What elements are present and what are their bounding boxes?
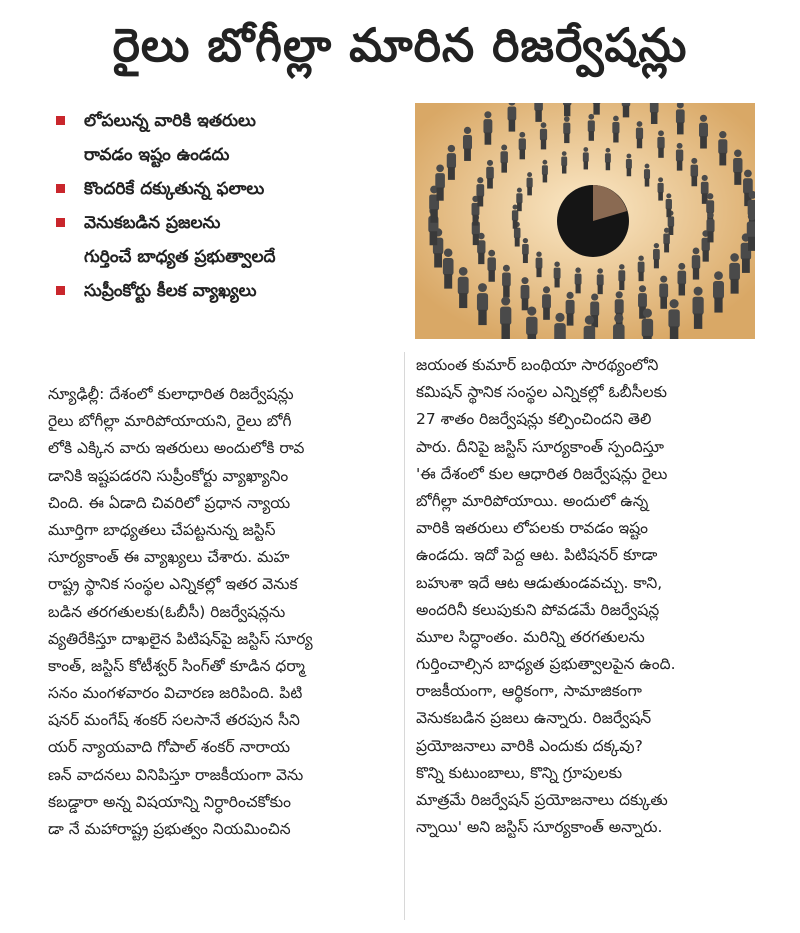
person-icon <box>713 271 724 312</box>
key-point <box>48 274 408 308</box>
person-icon <box>626 154 632 177</box>
person-icon <box>521 277 530 310</box>
article-line: అందరినీ కలుపుకుని పోవడమే రిజర్వేషన్ల <box>416 600 660 619</box>
person-icon <box>691 158 699 186</box>
person-icon <box>642 308 653 339</box>
article-line: సనం మంగళవారం విచారణ జరిపింది. పిటి <box>48 684 303 703</box>
article-line: చింది. ఈ ఏడాది చివరిలో ప్రధాన న్యాయ <box>48 493 291 512</box>
person-icon <box>597 268 604 294</box>
article-line: ఉండదు. ఇదో పెద్ద ఆట. పిటిషనర్ కూడా <box>416 546 658 565</box>
key-point <box>48 172 408 206</box>
person-icon <box>477 283 488 325</box>
person-icon <box>563 116 570 143</box>
person-icon <box>677 263 686 296</box>
person-icon <box>483 111 492 145</box>
person-icon <box>644 164 650 187</box>
article-line: పారు. దీనిపై జస్టిస్ సూర్యకాంత్ స్పందిస్తూ <box>416 437 664 456</box>
person-icon <box>542 160 548 183</box>
person-icon <box>536 251 543 277</box>
person-icon <box>718 131 727 165</box>
person-icon <box>612 116 619 143</box>
article-line: కాంత్, జస్టిస్ కోటీశ్వర్ సింగ్‌తో కూడిన ధర్మా <box>48 656 305 675</box>
person-icon <box>583 147 589 169</box>
bullet-square-icon <box>56 218 65 227</box>
article-line: 'ఈ దేశంలో కుల ఆధారిత రిజర్వేషన్లు రైలు <box>416 464 668 483</box>
person-icon <box>692 248 700 280</box>
article-line: బహుశా ఇదే ఆట ఆడుతుండవచ్చు. కాని, <box>416 573 663 592</box>
article-line: మూల సిద్ధాంతం. మరిన్ని తరగతులను <box>416 627 645 646</box>
person-icon <box>566 292 575 326</box>
person-icon <box>540 122 547 149</box>
person-icon <box>554 261 561 287</box>
article-line: కొన్ని కుటుంబాలు, కొన్ని గ్రూపులకు <box>416 763 623 782</box>
key-point-line: లోపలున్న వారికి ఇతరులు <box>84 111 256 131</box>
person-icon <box>502 265 511 298</box>
person-icon <box>554 313 566 339</box>
article-line: 27 శాతం రిజర్వేషన్లు కల్పించిందని తెలి <box>416 410 652 429</box>
person-icon <box>575 267 582 293</box>
article-line: బడిన తరగతులకు(ఓబీసీ) రిజర్వేషన్లను <box>48 602 286 621</box>
person-icon <box>516 188 522 212</box>
key-point <box>48 104 408 172</box>
crowd-pie-illustration <box>415 103 755 339</box>
person-icon <box>588 114 595 141</box>
person-icon <box>636 121 643 148</box>
key-points <box>48 104 408 308</box>
person-icon <box>476 177 484 206</box>
person-icon <box>663 228 670 253</box>
person-icon <box>522 238 529 263</box>
person-icon <box>653 243 660 268</box>
person-icon <box>650 103 659 124</box>
person-icon <box>435 164 445 200</box>
person-icon <box>592 103 600 115</box>
person-icon <box>584 315 596 339</box>
article-line: రైలు బోగీల్లా మారిపోయాయని, రైలు బోగీ <box>48 412 292 431</box>
article-line: మాత్రమే రిజర్వేషన్ ప్రయోజనాలు దక్కుతు <box>416 791 668 809</box>
person-icon <box>463 127 472 161</box>
key-point-line: సుప్రీంకోర్టు కీలక వ్యాఖ్యలు <box>84 281 257 301</box>
person-icon <box>447 145 456 180</box>
person-icon <box>666 193 672 217</box>
person-icon <box>729 253 740 293</box>
article-line: జయంత కుమార్ బంథియా సారథ్యంలోని <box>416 356 659 374</box>
key-point-line: రావడం ఇష్టం ఉండదు <box>84 145 230 165</box>
person-icon <box>676 143 683 171</box>
person-icon <box>613 314 625 339</box>
person-icon <box>443 248 454 288</box>
person-icon <box>668 299 679 339</box>
headline: రైలు బోగీల్లా మారిన రిజర్వేషన్లు <box>112 18 688 72</box>
person-icon <box>659 276 668 309</box>
article-line: ప్రయోజనాలు వారికి ఎందుకు దక్కవు? <box>416 736 643 755</box>
person-icon <box>622 103 631 117</box>
article-line: డా నే మహారాష్ట్ర ప్రభుత్వం నియమించిన <box>48 820 291 838</box>
article-line: షనర్ మంగేష్ శంకర్ సలసానే తరపున సీని <box>48 711 300 730</box>
article-column-left <box>48 381 396 843</box>
person-icon <box>542 286 551 320</box>
article-line: మూర్తిగా బాధ్యతలు చేపట్టనున్న జస్టిస్ <box>48 520 276 539</box>
person-icon <box>508 103 517 132</box>
article-line: వ్యతిరేకిస్తూ దాఖలైన పిటిషన్‌పై జస్టిస్ సూర్య <box>48 629 313 648</box>
person-icon <box>699 115 708 149</box>
person-icon <box>486 160 494 189</box>
person-icon <box>561 151 567 173</box>
person-icon <box>706 212 714 243</box>
article-line: సూర్యకాంత్ ఈ వ్యాఖ్యలు చేశారు. మహ <box>48 548 290 567</box>
person-icon <box>658 177 664 200</box>
person-icon <box>563 103 571 116</box>
article-line: యర్ న్యాయవాది గోపాల్ శంకర్ నారాయ <box>48 738 291 757</box>
article-line: వారికి ఇతరులు లోపలకు రావడం ఇష్టం <box>416 519 649 538</box>
column-divider <box>404 352 405 920</box>
person-icon <box>500 145 507 173</box>
person-icon <box>657 130 664 157</box>
person-icon <box>534 103 543 122</box>
person-icon <box>618 264 625 290</box>
person-icon <box>527 172 533 195</box>
bullet-square-icon <box>56 286 65 295</box>
key-point <box>48 206 408 274</box>
article-line: లోకి ఎక్కిన వారు ఇతరులు అందులోకి రావ <box>48 439 305 458</box>
article-line: కబడ్డారా అన్న విషయాన్ని నిర్ధారించకోకుం <box>48 792 291 811</box>
article-line: న్యూఢిల్లీ: దేశంలో కులాధారిత రిజర్వేషన్లు <box>48 385 294 403</box>
article-column-right <box>416 352 756 841</box>
pie-chart-icon <box>557 185 629 257</box>
article-line: డానికి ఇష్టపడరని సుప్రీంకోర్టు వ్యాఖ్యానిం <box>48 466 289 485</box>
person-icon <box>519 132 526 159</box>
article-line: రాష్ట్ర స్థానిక సంస్థల ఎన్నికల్లో ఇతర వెనుక <box>48 575 298 594</box>
article-line: ణన్ వాదనలు వినిపిస్తూ రాజకీయంగా వెను <box>48 765 304 784</box>
key-point-line: వెనుకబడిన ప్రజలను <box>84 213 221 233</box>
person-icon <box>706 193 714 223</box>
crowd-around-pie-chart-icon <box>415 103 755 339</box>
person-icon <box>487 250 495 282</box>
key-point-line: కొందరికే దక్కుతున్న ఫలాలు <box>84 179 265 199</box>
person-icon <box>526 306 537 339</box>
person-icon <box>701 175 709 204</box>
article-line: కమిషన్ స్థానిక సంస్థల ఎన్నికల్లో ఓబీసీలకు <box>416 383 668 402</box>
article-line: రాజకీయంగా, ఆర్థికంగా, సామాజికంగా <box>416 682 642 701</box>
person-icon <box>458 267 469 308</box>
article-line: న్నాయి' అని జస్టిస్ సూర్యకాంత్ అన్నారు. <box>416 818 663 837</box>
bullet-square-icon <box>56 184 65 193</box>
person-icon <box>733 150 742 185</box>
key-point-line: గుర్తించే బాధ్యత ప్రభుత్వాలదే <box>84 247 276 267</box>
person-icon <box>638 255 645 281</box>
article-line: గుర్తించాల్సిన బాధ్యత ప్రభుత్వాలపైన ఉంది. <box>416 655 676 674</box>
bullet-square-icon <box>56 116 65 125</box>
person-icon <box>693 287 704 329</box>
article-line: వెనుకబడిన ప్రజలు ఉన్నారు. రిజర్వేషన్ <box>416 709 652 728</box>
person-icon <box>605 148 611 170</box>
article-line: బోగీల్లా మారిపోయాయి. అందులో ఉన్న <box>416 491 649 510</box>
person-icon <box>500 297 511 339</box>
